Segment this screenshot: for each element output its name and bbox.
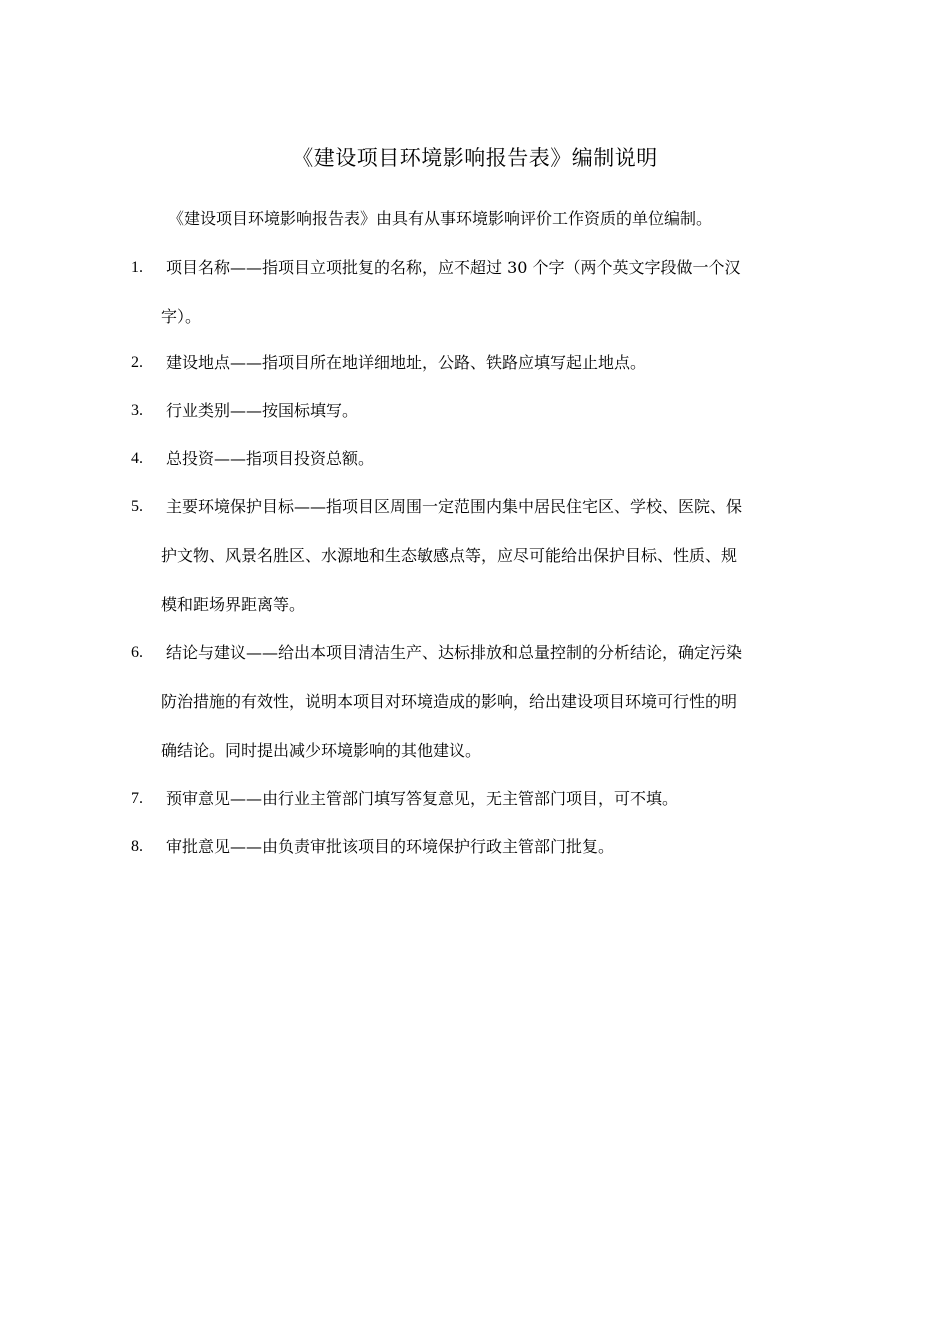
item-text-line: 确结论。同时提出减少环境影响的其他建议。 bbox=[161, 741, 482, 760]
item-number: 7. bbox=[131, 790, 143, 807]
item-text-line: 项目名称——指项目立项批复的名称，应不超过 30 个字（两个英文字段做一个汉 bbox=[166, 258, 741, 277]
item-number: 1. bbox=[131, 259, 143, 276]
item-text-line: 审批意见——由负责审批该项目的环境保护行政主管部门批复。 bbox=[166, 837, 615, 856]
item-number: 5. bbox=[131, 498, 143, 515]
item-number: 4. bbox=[131, 450, 143, 467]
item-text-line: 预审意见——由行业主管部门填写答复意见，无主管部门项目，可不填。 bbox=[166, 789, 679, 808]
document-title: 《建设项目环境影响报告表》编制说明 bbox=[292, 146, 658, 170]
item-text-line: 主要环境保护目标——指项目区周围一定范围内集中居民住宅区、学校、医院、保 bbox=[166, 497, 743, 516]
item-number: 3. bbox=[131, 402, 143, 419]
item-text-line: 行业类别——按国标填写。 bbox=[166, 401, 359, 420]
item-text-line: 防治措施的有效性，说明本项目对环境造成的影响，给出建设项目环境可行性的明 bbox=[161, 692, 738, 711]
intro-paragraph: 《建设项目环境影响报告表》由具有从事环境影响评价工作资质的单位编制。 bbox=[168, 209, 713, 228]
item-number: 6. bbox=[131, 644, 143, 661]
item-number: 8. bbox=[131, 838, 143, 855]
item-text-line: 字）。 bbox=[161, 307, 202, 326]
item-text-line: 护文物、风景名胜区、水源地和生态敏感点等，应尽可能给出保护目标、性质、规 bbox=[161, 546, 738, 565]
item-text-line: 模和距场界距离等。 bbox=[161, 595, 306, 614]
item-text-line: 总投资——指项目投资总额。 bbox=[166, 449, 375, 468]
item-text-line: 结论与建议——给出本项目清洁生产、达标排放和总量控制的分析结论，确定污染 bbox=[166, 643, 743, 662]
item-text-line: 建设地点——指项目所在地详细地址，公路、铁路应填写起止地点。 bbox=[166, 353, 647, 372]
item-number: 2. bbox=[131, 354, 143, 371]
